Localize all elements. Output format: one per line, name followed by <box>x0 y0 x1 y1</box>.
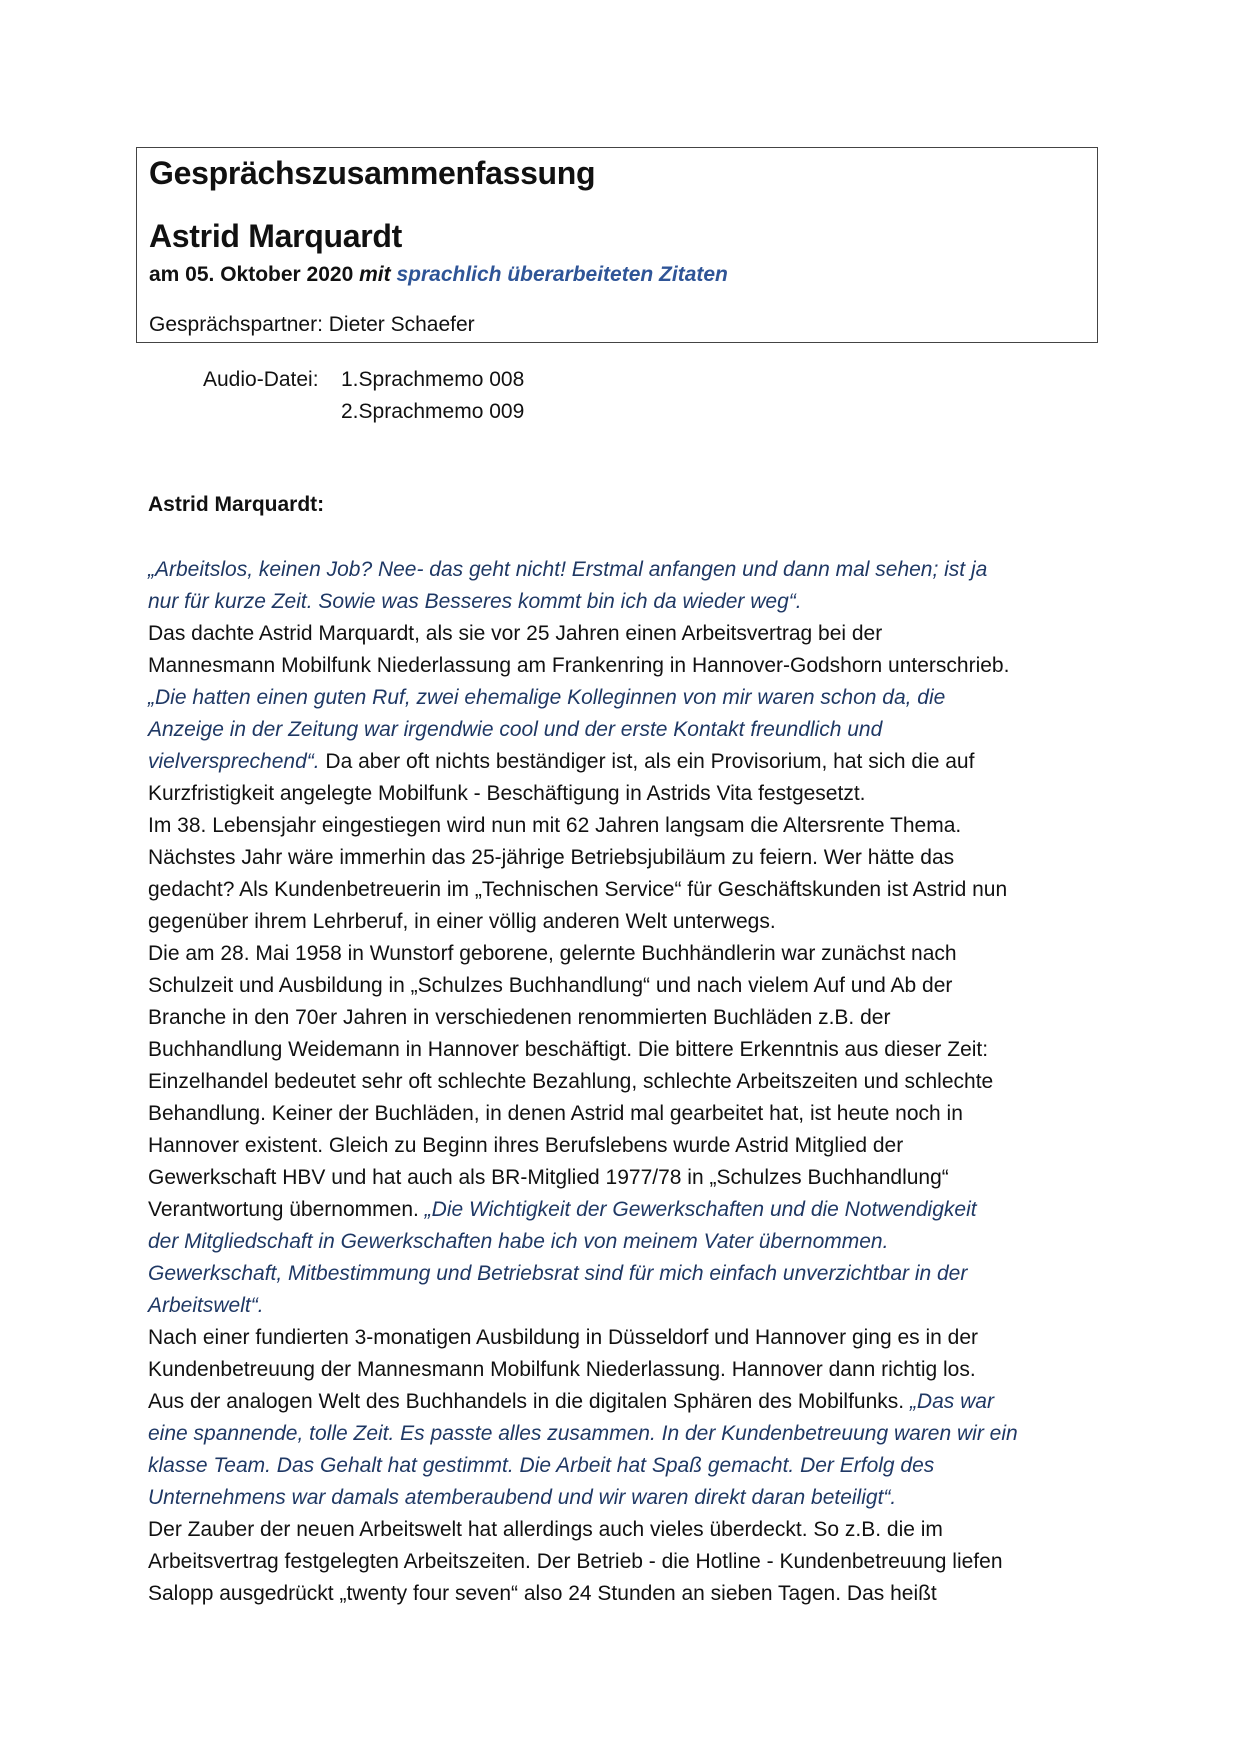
text-line <box>148 874 1098 906</box>
body-text <box>148 554 1098 1610</box>
quote-segment: eine spannende, tolle Zeit. Es passte alles zusammen. In der Kundenbetreuung waren wir ein <box>148 1422 1018 1445</box>
text-line <box>148 1194 1098 1226</box>
text-segment: Das dachte Astrid Marquardt, als sie vor 25 Jahren einen Arbeitsvertrag bei der <box>148 622 883 645</box>
text-line <box>148 842 1098 874</box>
text-segment: Aus der analogen Welt des Buchhandels in die digitalen Sphären des Mobilfunks. <box>148 1390 910 1413</box>
date-mit-word: mit <box>359 263 397 286</box>
quote-segment: der Mitgliedschaft in Gewerkschaften habe ich von meinem Vater übernommen. <box>148 1230 889 1253</box>
text-segment: Im 38. Lebensjahr eingestiegen wird nun mit 62 Jahren langsam die Altersrente Thema. <box>148 814 962 837</box>
quote-segment: „Das war <box>909 1390 994 1413</box>
text-line <box>148 682 1098 714</box>
text-segment: Der Zauber der neuen Arbeitswelt hat allerdings auch vieles überdeckt. So z.B. die im <box>148 1518 943 1541</box>
document-title: Gesprächszusammenfassung <box>149 155 596 191</box>
audio-label: Audio-Datei: <box>203 368 331 391</box>
text-line <box>148 1130 1098 1162</box>
text-segment: Arbeitsvertrag festgelegten Arbeitszeiten. Der Betrieb - die Hotline - Kundenbetreuung liefen <box>148 1550 1003 1573</box>
text-line <box>148 1258 1098 1290</box>
text-segment: Branche in den 70er Jahren in verschiedenen renommierten Buchläden z.B. der <box>148 1006 891 1029</box>
text-segment: gegenüber ihrem Lehrberuf, in einer völlig anderen Welt unterwegs. <box>148 910 776 933</box>
text-segment: Schulzeit und Ausbildung in „Schulzes Buchhandlung“ und nach vielem Auf und Ab der <box>148 974 953 997</box>
speaker-heading: Astrid Marquardt: <box>148 493 325 516</box>
text-line <box>148 714 1098 746</box>
audio-files-block <box>203 364 524 428</box>
text-segment: Salopp ausgedrückt „twenty four seven“ also 24 Stunden an sieben Tagen. Das heißt <box>148 1582 937 1605</box>
text-segment: Kurzfristigkeit angelegte Mobilfunk - Beschäftigung in Astrids Vita festgesetzt. <box>148 782 866 805</box>
text-segment: Gewerkschaft HBV und hat auch als BR-Mitglied 1977/78 in „Schulzes Buchhandlung“ <box>148 1166 949 1189</box>
text-line <box>148 618 1098 650</box>
quote-segment: Anzeige in der Zeitung war irgendwie cool und der erste Kontakt freundlich und <box>148 718 883 741</box>
text-segment: Hannover existent. Gleich zu Beginn ihres Berufslebens wurde Astrid Mitglied der <box>148 1134 904 1157</box>
text-segment: Da aber oft nichts beständiger ist, als ein Provisorium, hat sich die auf <box>319 750 975 773</box>
audio-file-item: 2.Sprachmemo 009 <box>341 400 525 423</box>
text-line <box>148 650 1098 682</box>
text-line <box>148 586 1098 618</box>
text-line <box>148 746 1098 778</box>
text-line <box>148 1482 1098 1514</box>
audio-label-spacer <box>203 396 341 428</box>
interview-date: am 05. Oktober 2020 <box>149 263 360 286</box>
quote-segment: „Die Wichtigkeit der Gewerkschaften und die Notwendigkeit <box>424 1198 977 1221</box>
text-line <box>148 554 1098 586</box>
text-segment: gedacht? Als Kundenbetreuerin im „Technischen Service“ für Geschäftskunden ist Astrid nun <box>148 878 1008 901</box>
text-line <box>148 1322 1098 1354</box>
text-line <box>148 1002 1098 1034</box>
quote-segment: Unternehmens war damals atemberaubend und wir waren direkt daran beteiligt“. <box>148 1486 897 1509</box>
audio-file-item: 1.Sprachmemo 008 <box>341 368 525 391</box>
quote-segment: klasse Team. Das Gehalt hat gestimmt. Die Arbeit hat Spaß gemacht. Der Erfolg des <box>148 1454 935 1477</box>
quote-segment: vielversprechend“. <box>148 750 320 773</box>
text-line <box>148 778 1098 810</box>
text-segment: Behandlung. Keiner der Buchläden, in denen Astrid mal gearbeitet hat, ist heute noch in <box>148 1102 963 1125</box>
text-line <box>148 810 1098 842</box>
text-line <box>148 1418 1098 1450</box>
header-box <box>136 147 1098 343</box>
text-line <box>148 1098 1098 1130</box>
quotes-note: sprachlich überarbeiteten Zitaten <box>396 263 728 286</box>
text-line <box>148 1354 1098 1386</box>
quote-segment: nur für kurze Zeit. Sowie was Besseres kommt bin ich da wieder weg“. <box>148 590 802 613</box>
interviewee-name: Astrid Marquardt <box>149 218 402 254</box>
text-line <box>148 1034 1098 1066</box>
quote-segment: Gewerkschaft, Mitbestimmung und Betriebsrat sind für mich einfach unverzichtbar in der <box>148 1262 968 1285</box>
text-line <box>148 906 1098 938</box>
quote-segment: Arbeitswelt“. <box>148 1294 264 1317</box>
text-segment: Nach einer fundierten 3-monatigen Ausbildung in Düsseldorf und Hannover ging es in der <box>148 1326 979 1349</box>
text-line <box>148 1578 1098 1610</box>
text-segment: Verantwortung übernommen. <box>148 1198 425 1221</box>
text-line <box>148 970 1098 1002</box>
text-line <box>148 1386 1098 1418</box>
interview-partner: Gesprächspartner: Dieter Schaefer <box>149 313 475 336</box>
text-line <box>148 1162 1098 1194</box>
text-line <box>148 1450 1098 1482</box>
text-segment: Mannesmann Mobilfunk Niederlassung am Frankenring in Hannover-Godshorn unterschrieb. <box>148 654 1010 677</box>
quote-segment: „Die hatten einen guten Ruf, zwei ehemalige Kolleginnen von mir waren schon da, die <box>148 686 946 709</box>
text-line <box>148 1066 1098 1098</box>
text-segment: Kundenbetreuung der Mannesmann Mobilfunk Niederlassung. Hannover dann richtig los. <box>148 1358 976 1381</box>
text-line <box>148 938 1098 970</box>
text-segment: Die am 28. Mai 1958 in Wunstorf geborene, gelernte Buchhändlerin war zunächst nach <box>148 942 957 965</box>
text-line <box>148 1226 1098 1258</box>
text-line <box>148 1290 1098 1322</box>
interview-date-line <box>149 263 728 287</box>
text-line <box>148 1546 1098 1578</box>
text-segment: Nächstes Jahr wäre immerhin das 25-jährige Betriebsjubiläum zu feiern. Wer hätte das <box>148 846 955 869</box>
text-segment: Buchhandlung Weidemann in Hannover beschäftigt. Die bittere Erkenntnis aus dieser Zeit: <box>148 1038 989 1061</box>
quote-segment: „Arbeitslos, keinen Job? Nee- das geht nicht! Erstmal anfangen und dann mal sehen; ist ja <box>148 558 988 581</box>
text-line <box>148 1514 1098 1546</box>
text-segment: Einzelhandel bedeutet sehr oft schlechte Bezahlung, schlechte Arbeitszeiten und schlechte <box>148 1070 994 1093</box>
